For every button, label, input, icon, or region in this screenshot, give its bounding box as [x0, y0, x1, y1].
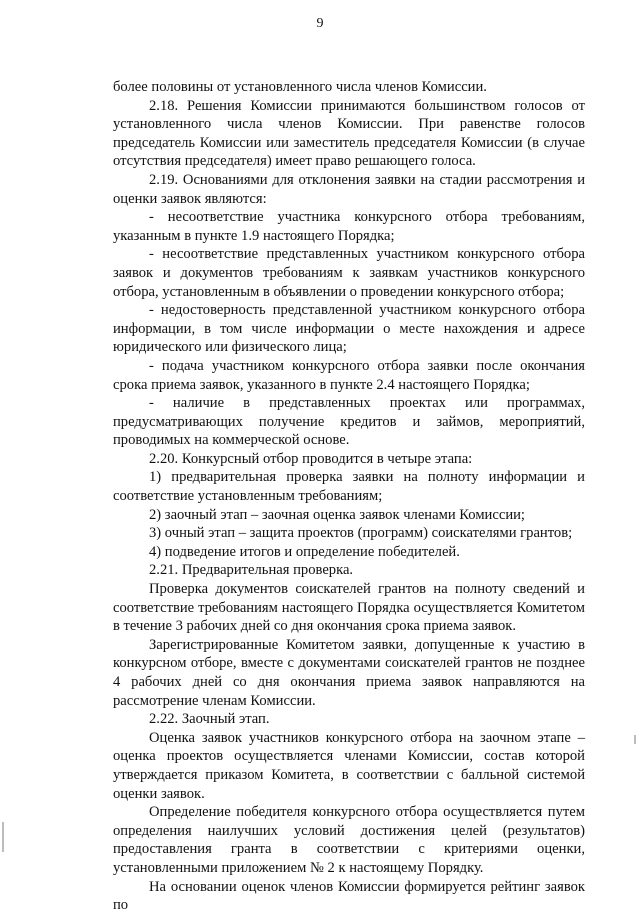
- list-item-stage-3: 3) очный этап – защита проектов (программ) соискателями грантов;: [149, 525, 573, 542]
- list-item-reason-1: - несоответствие участника конкурсного отбора требованиям, указанным в пункте 1.9 настоящего Порядка;: [113, 209, 585, 244]
- paragraph-2-21-heading: 2.21. Предварительная проверка.: [149, 562, 354, 579]
- list-item-stage-2: 2) заочный этап – заочная оценка заявок членами Комиссии;: [149, 506, 525, 523]
- list-item-reason-3: - недостоверность представленной участником конкурсного отбора информации, в том числе информации о месте нахождения и адресе юридического или физического лица;: [113, 302, 585, 356]
- paragraph-rating: На основании оценок членов Комиссии формируется рейтинг заявок по: [113, 878, 585, 914]
- scan-edge-mark: [634, 735, 636, 744]
- list-item-stage-4: 4) подведение итогов и определение победителей.: [149, 543, 460, 560]
- paragraph-2-18: 2.18. Решения Комиссии принимаются большинством голосов от установленного числа членов Комиссии. При равенстве голосов председатель Комиссии или заместитель председателя Комиссии (в случае отсутствия председателя) имеет право решающего голоса.: [113, 97, 585, 170]
- paragraph-evaluation: Оценка заявок участников конкурсного отбора на заочном этапе – оценка проектов осуществляется членами Комиссии, состав которой утверждается приказом Комитета, в соответствии с балльной системой оценки заявок.: [113, 729, 585, 802]
- document-body: [113, 78, 585, 915]
- paragraph-2-20: 2.20. Конкурсный отбор проводится в четыре этапа:: [149, 450, 473, 467]
- page-number: 9: [316, 16, 324, 31]
- paragraph-check-documents: Проверка документов соискателей грантов на полноту сведений и соответствие требованиям настоящего Порядка осуществляется Комитетом в течение 3 рабочих дней со дня окончания срока приема заявок.: [113, 581, 585, 635]
- paragraph-continuation: более половины от установленного числа членов Комиссии.: [113, 79, 487, 95]
- paragraph-registered-applications: Зарегистрированные Комитетом заявки, допущенные к участию в конкурсном отборе, вместе с документами соискателей грантов не позднее 4 рабочих дней со дня окончания приема заявок направляются на рассмотрение членам Комиссии.: [113, 636, 585, 709]
- list-item-stage-1: 1) предварительная проверка заявки на полноту информации и соответствие установленным требованиям;: [113, 469, 585, 505]
- paragraph-2-22-heading: 2.22. Заочный этап.: [149, 711, 270, 728]
- list-item-reason-5: - наличие в представленных проектах или программах, предусматривающих получение кредитов и займов, мероприятий, проводимых на коммерческой основе.: [113, 395, 585, 449]
- paragraph-winner-determination: Определение победителя конкурсного отбора осуществляется путем определения наилучших условий достижения целей (результатов) предоставления гранта в соответствии с критериями оценки, установленными приложением № 2 к настоящему Порядку.: [113, 804, 585, 876]
- paragraph-2-19: 2.19. Основаниями для отклонения заявки на стадии рассмотрения и оценки заявок являются:: [113, 171, 585, 207]
- list-item-reason-2: - несоответствие представленных участником конкурсного отбора заявок и документов требованиям к заявкам участников конкурсного отбора, установленным в объявлении о проведении конкурсного отбора;: [113, 246, 585, 300]
- scan-edge-mark: [2, 822, 4, 852]
- list-item-reason-4: - подача участником конкурсного отбора заявки после окончания срока приема заявок, указанного в пункте 2.4 настоящего Порядка;: [113, 357, 585, 393]
